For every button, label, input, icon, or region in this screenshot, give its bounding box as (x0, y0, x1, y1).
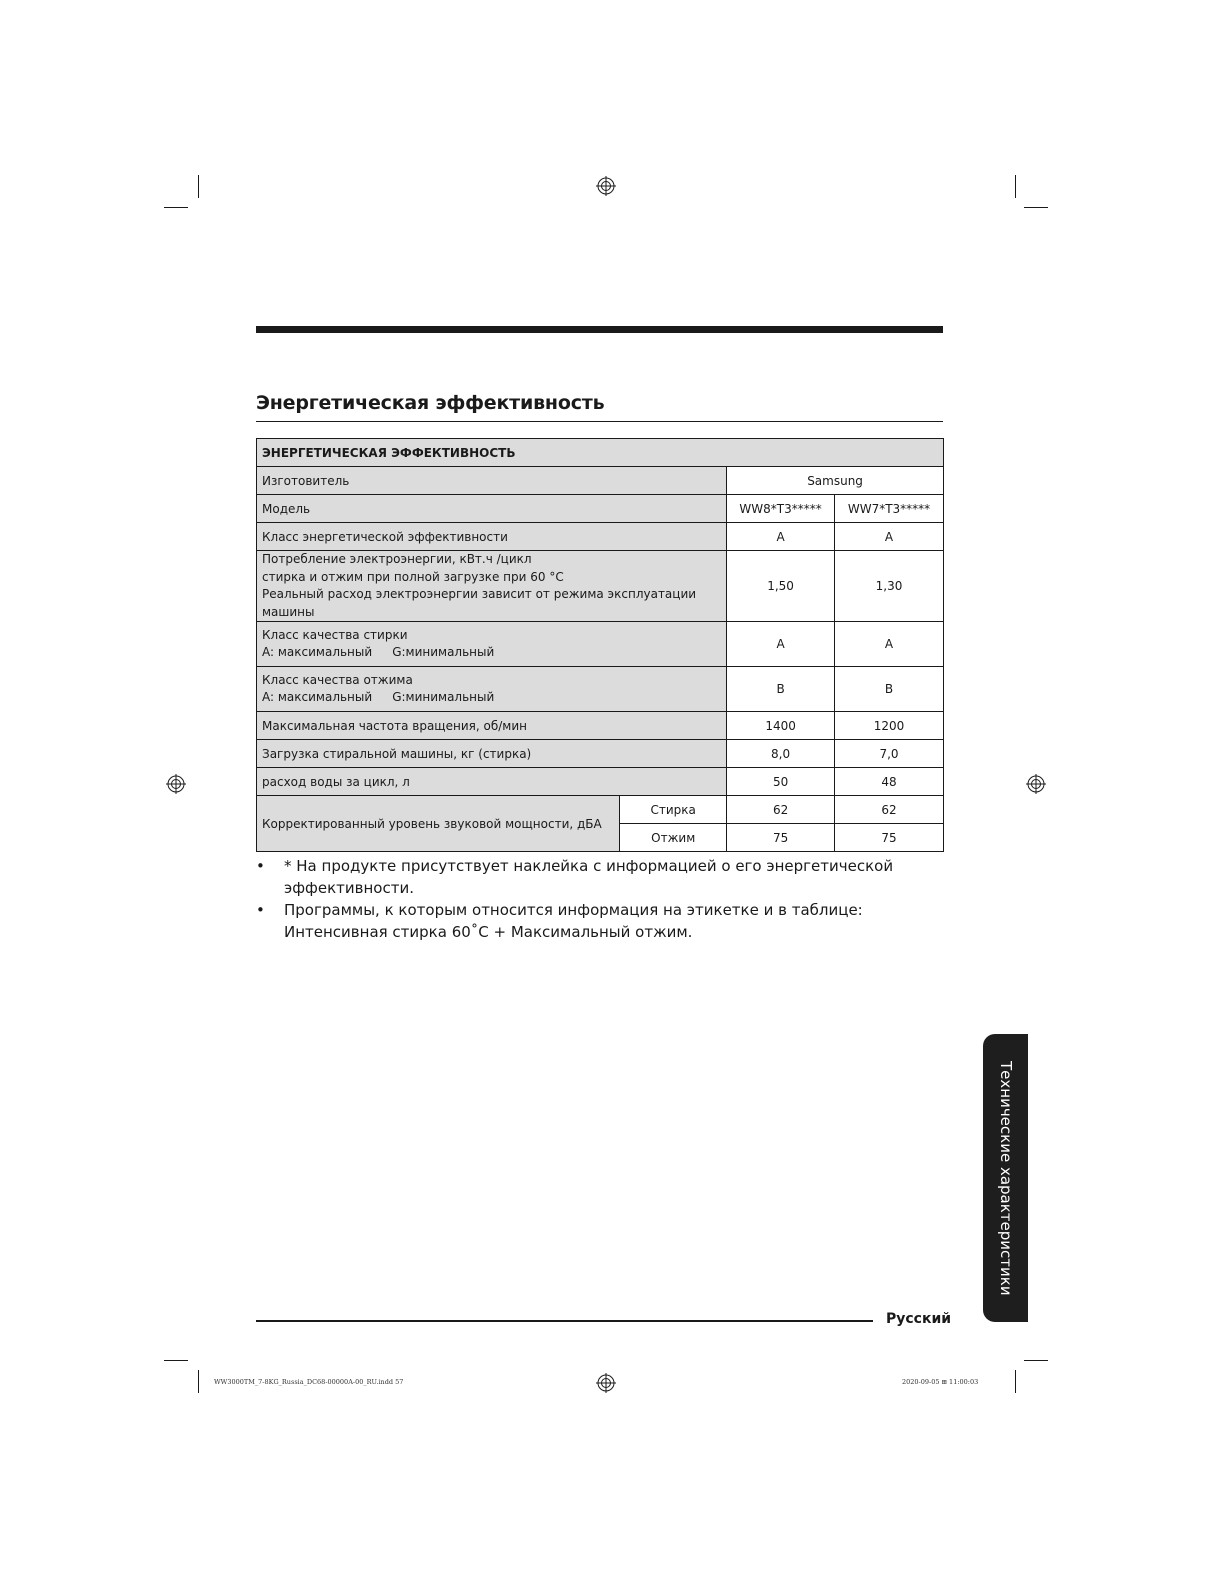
scale-min: G:минимальный (392, 645, 495, 659)
label-line (262, 644, 726, 662)
top-rule (256, 326, 943, 333)
list-item (256, 899, 936, 943)
table-row (257, 523, 944, 551)
side-tab-label: Технические характеристики (997, 1060, 1015, 1296)
cell-value: 1,50 (727, 551, 835, 622)
cell-value: 1400 (727, 712, 835, 740)
cell-value: B (727, 667, 835, 712)
crop-mark (164, 207, 188, 208)
crop-mark (1024, 1360, 1048, 1361)
row-label (257, 622, 727, 667)
table-header: ЭНЕРГЕТИЧЕСКАЯ ЭФФЕКТИВНОСТЬ (257, 439, 944, 467)
registration-mark-icon (1026, 774, 1046, 794)
print-slug: WW3000TM_7-8KG_Russia_DC68-00000A-00_RU.indd 57 (214, 1378, 404, 1386)
table-row (257, 796, 944, 824)
registration-mark-icon (596, 1373, 616, 1393)
table-row (257, 622, 944, 667)
crop-mark (198, 175, 199, 198)
section-title: Энергетическая эффективность (256, 392, 605, 414)
scale-min: G:минимальный (392, 690, 495, 704)
crop-mark (198, 1370, 199, 1393)
cell-value: A (727, 622, 835, 667)
cell-value: 7,0 (835, 740, 944, 768)
energy-efficiency-table (256, 438, 944, 852)
registration-mark-icon (166, 774, 186, 794)
crop-mark (1015, 175, 1016, 198)
scale-max: A: максимальный (262, 645, 373, 659)
label-line: Реальный расход электроэнергии зависит от режима эксплуатации машины (262, 587, 697, 619)
cell-value: 50 (727, 768, 835, 796)
note-text: * На продукте присутствует наклейка с информацией о его энергетической эффективности. (284, 857, 894, 897)
table-row (257, 551, 944, 622)
row-label: Максимальная частота вращения, об/мин (257, 712, 727, 740)
table-row (257, 467, 944, 495)
label-line: Класс качества стирки (262, 627, 408, 642)
bullet-icon: • (256, 857, 265, 875)
model-value: WW7*T3***** (835, 495, 944, 523)
row-label: расход воды за цикл, л (257, 768, 727, 796)
label-line: стирка и отжим при полной загрузке при 60 °C (262, 569, 564, 584)
row-label: Класс энергетической эффективности (257, 523, 727, 551)
row-label: Корректированный уровень звуковой мощности, дБА (257, 796, 620, 852)
cell-value: 75 (835, 824, 944, 852)
noise-sub-label: Стирка (620, 796, 727, 824)
print-timestamp: 2020-09-05 ⊞ 11:00:03 (902, 1378, 979, 1386)
table-row (257, 768, 944, 796)
cell-value: A (835, 622, 944, 667)
label-line (262, 689, 726, 707)
title-rule (256, 421, 943, 422)
crop-mark (164, 1360, 188, 1361)
list-item (256, 855, 936, 899)
note-text: Программы, к которым относится информация на этикетке и в таблице: Интенсивная стирка 60˚C + Максимальный отжим. (284, 901, 863, 941)
table-row (257, 495, 944, 523)
cell-value: A (727, 523, 835, 551)
cell-value: B (835, 667, 944, 712)
noise-sub-label: Отжим (620, 824, 727, 852)
table-row (257, 667, 944, 712)
scale-max: A: максимальный (262, 690, 373, 704)
row-label: Загрузка стиральной машины, кг (стирка) (257, 740, 727, 768)
bullet-icon: • (256, 901, 265, 919)
cell-value: A (835, 523, 944, 551)
table-row (257, 439, 944, 467)
cell-value: 48 (835, 768, 944, 796)
row-label (257, 551, 727, 622)
model-value: WW8*T3***** (727, 495, 835, 523)
cell-value: 62 (727, 796, 835, 824)
table-row (257, 712, 944, 740)
registration-mark-icon (596, 176, 616, 196)
cell-value: 1,30 (835, 551, 944, 622)
cell-value: 1200 (835, 712, 944, 740)
crop-mark (1024, 207, 1048, 208)
table-row (257, 740, 944, 768)
cell-value: 8,0 (727, 740, 835, 768)
manufacturer-value: Samsung (727, 467, 944, 495)
cell-value: 75 (727, 824, 835, 852)
notes-list (256, 855, 936, 943)
row-label: Модель (257, 495, 727, 523)
label-line: Потребление электроэнергии, кВт.ч /цикл (262, 552, 532, 566)
footer-language: Русский (886, 1311, 952, 1327)
footer-rule (256, 1320, 873, 1322)
row-label: Изготовитель (257, 467, 727, 495)
cell-value: 62 (835, 796, 944, 824)
row-label (257, 667, 727, 712)
label-line: Класс качества отжима (262, 672, 413, 687)
crop-mark (1015, 1370, 1016, 1393)
